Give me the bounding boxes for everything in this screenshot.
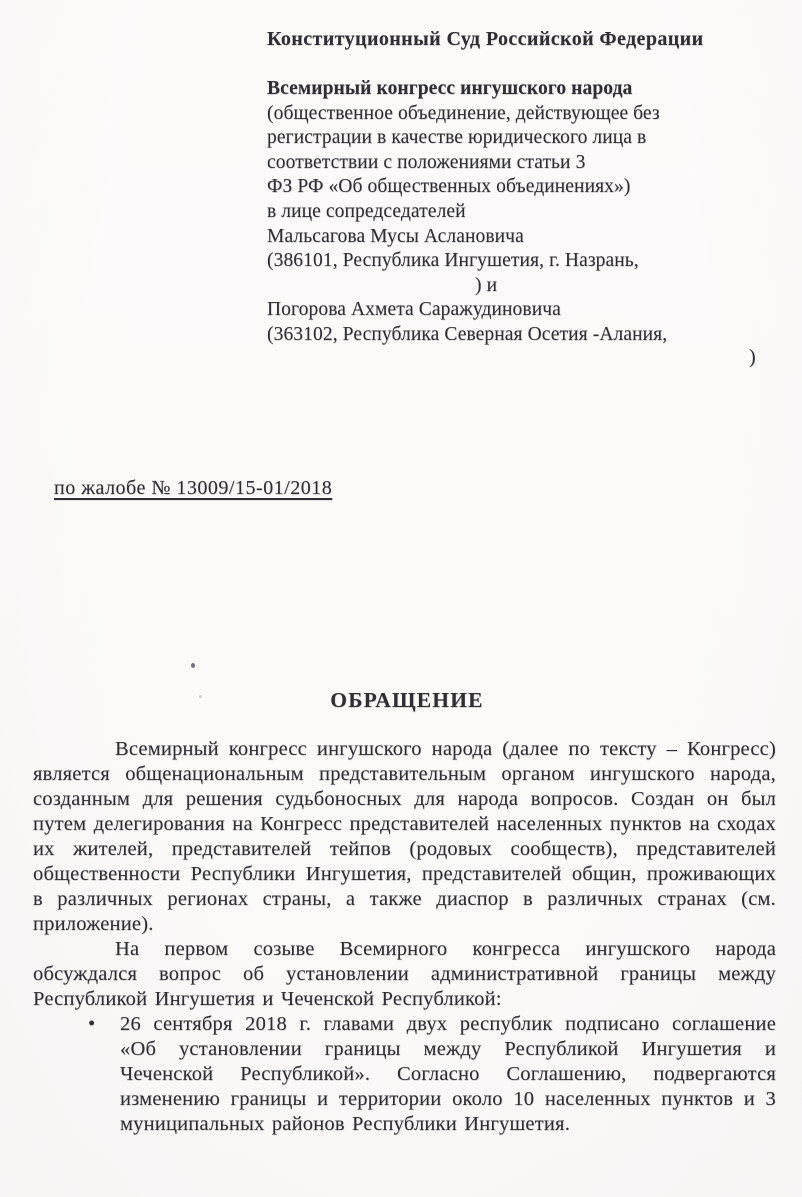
case-reference: по жалобе № 13009/15-01/2018 [54,477,333,499]
document-heading: ОБРАЩЕНИЕ [330,688,484,712]
applicant-block [267,77,747,348]
redaction-closing-paren: ) [749,346,756,368]
body-paragraph: Всемирный конгресс ингушского народа (далее по тексту – Конгресс) является общенациональным представительным органом ингушского народа, созданным для решения судьбоносных для народа вопросов. Создан он был путем делегирования на Конгресс представителей населенных пунктов на сходах их жителей, представителей тейпов (родовых сообществ), представителей общественности Республики Ингушетия, представителей общин, проживающих в различных регионах страны, а также диаспор в различных странах (см. приложение). [33,738,776,935]
co-chair-1-name: Мальсагова Мусы Аслановича [267,225,524,247]
applicant-name: Всемирный конгресс ингушского народа [267,78,633,99]
document-body [33,737,776,1137]
redaction-join-line: ) и [475,274,498,296]
co-chair-2-address: (363102, Республика Северная Осетия -Алания, [267,323,668,345]
recipient-court-line: Конституционный Суд Российской Федерации [267,28,704,50]
applicant-detail-line: (общественное объединение, действующее без [267,102,660,124]
applicant-detail-line: ФЗ РФ «Об общественных объединениях») [267,176,631,198]
ink-speck [191,663,195,668]
co-chair-2-name: Погорова Ахмета Саражудиновича [267,299,561,321]
bullet-icon: • [88,1013,96,1035]
co-chair-1-address: (386101, Республика Ингушетия, г. Назрань, [267,250,639,272]
applicant-detail-line: соответствии с положениями статьи 3 [267,151,586,173]
applicant-detail-line: регистрации в качестве юридического лица в [267,127,647,149]
bullet-item [33,1012,776,1137]
bullet-item-text: 26 сентября 2018 г. главами двух республик подписано соглашение «Об установлении границы между Республикой Ингушетия и Чеченской Республикой». Согласно Соглашению, подвергаются изменению границы и территории около 10 населенных пунктов и 3 муниципальных районов Республики Ингушетия. [120,1013,776,1135]
body-paragraph: На первом созыве Всемирного конгресса ингушского народа обсуждался вопрос об установлении административной границы между Республикой Ингушетия и Чеченской Республикой: [33,938,776,1010]
applicant-detail-line: в лице сопредседателей [267,200,466,222]
